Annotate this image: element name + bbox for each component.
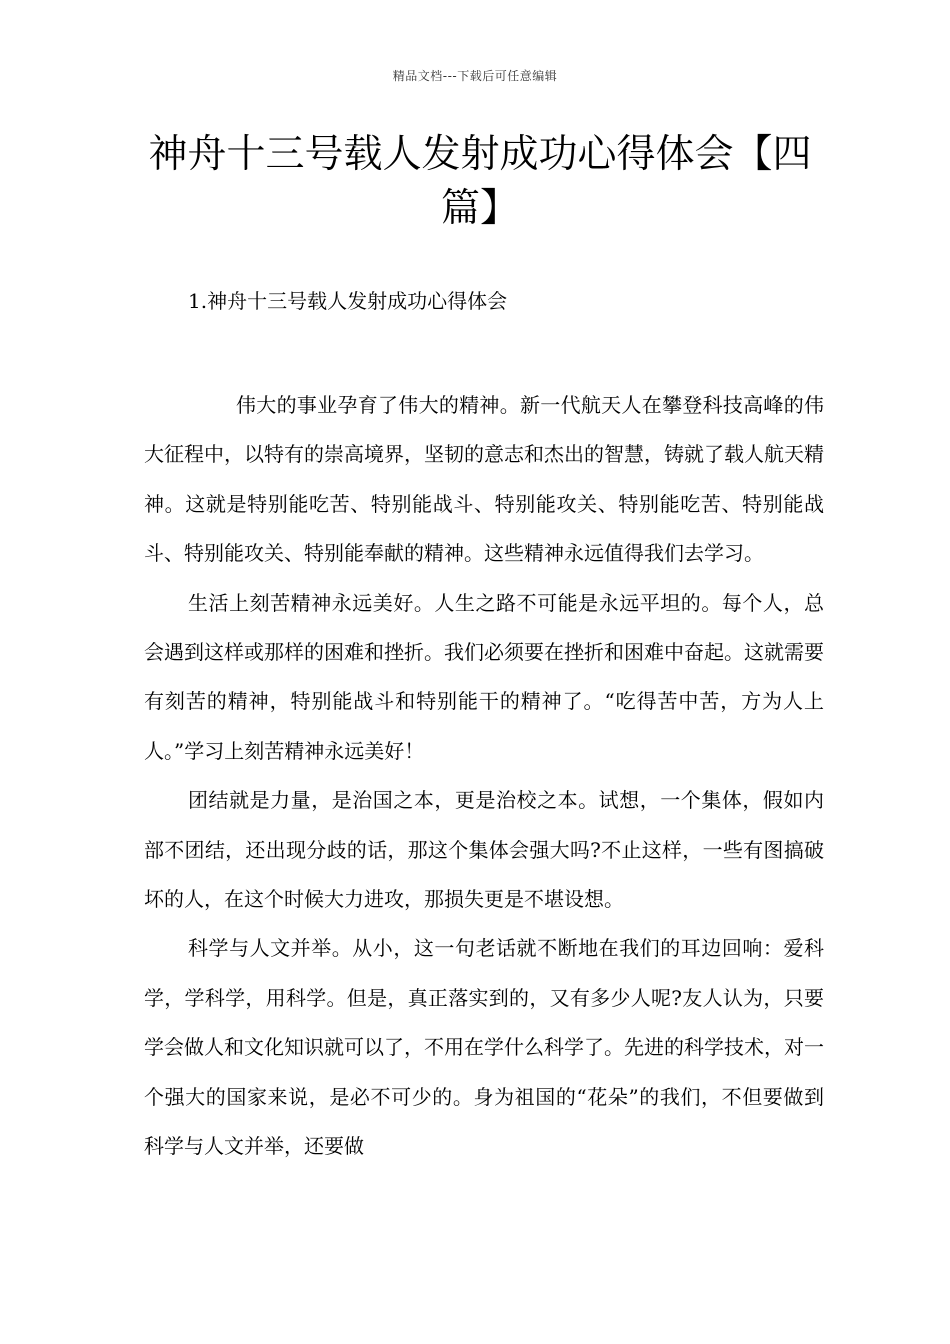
paragraph: 伟大的事业孕育了伟大的精神。新一代航天人在攀登科技高峰的伟大征程中，以特有的崇高境界，坚韧的意志和杰出的智慧，铸就了载人航天精神。这就是特别能吃苦、特别能战斗、特别能攻关、特别能吃苦、特别能战斗、特别能攻关、特别能奉献的精神。这些精神永远值得我们去学习。 [144, 393, 824, 566]
document-title: 神舟十三号载人发射成功心得体会【四篇】 [148, 132, 812, 231]
section-heading: 1.神舟十三号载人发射成功心得体会 [188, 289, 508, 313]
header-note: 精品文档---下载后可任意编辑 [392, 69, 558, 83]
body-text [144, 381, 824, 1172]
paragraph: 团结就是力量，是治国之本，更是治校之本。试想，一个集体，假如内部不团结，还出现分歧的话，那这个集体会强大吗?不止这样，一些有图搞破坏的人，在这个时候大力进攻，那损失更是不堪设想。 [144, 788, 824, 912]
paragraph: 生活上刻苦精神永远美好。人生之路不可能是永远平坦的。每个人，总会遇到这样或那样的困难和挫折。我们必须要在挫折和困难中奋起。这就需要有刻苦的精神，特别能战斗和特别能干的精神了。“吃得苦中苦，方为人上人。”学习上刻苦精神永远美好！ [144, 590, 824, 763]
paragraph: 科学与人文并举。从小，这一句老话就不断地在我们的耳边回响：爱科学，学科学，用科学。但是，真正落实到的，又有多少人呢?友人认为，只要学会做人和文化知识就可以了，不用在学什么科学了。先进的科学技术，对一个强大的国家来说，是必不可少的。身为祖国的“花朵”的我们，不但要做到科学与人文并举，还要做 [144, 936, 824, 1159]
